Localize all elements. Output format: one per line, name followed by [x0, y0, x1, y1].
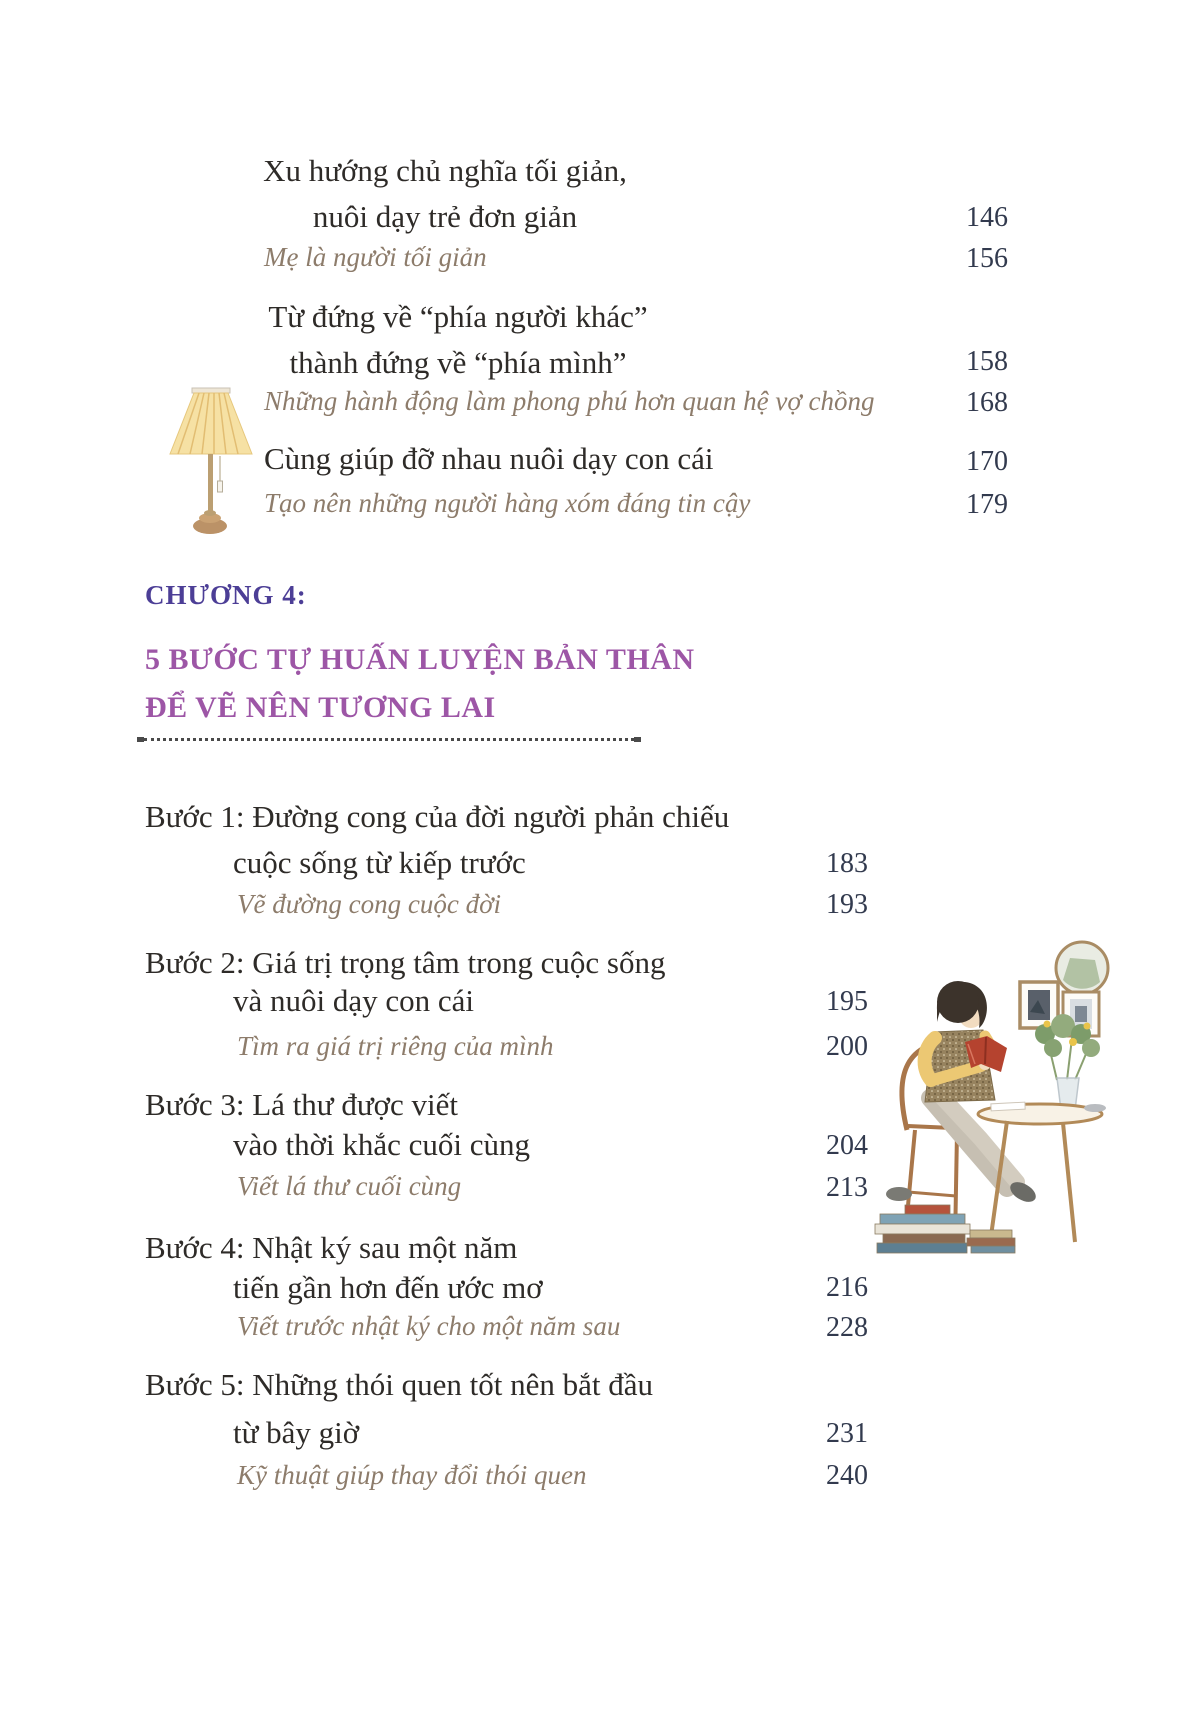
section-divider	[144, 738, 634, 741]
toc-page-number: 156	[966, 243, 1008, 274]
woman-reading-icon	[795, 930, 1115, 1270]
toc-entry-2	[240, 294, 676, 386]
toc-entry-title: Xu hướng chủ nghĩa tối giản,	[263, 153, 627, 188]
step-title: Bước 5: Những thói quen tốt nên bắt đầu	[145, 1367, 654, 1402]
step-page-number: 183	[826, 848, 868, 879]
toc-page-number: 158	[966, 346, 1008, 377]
toc-entry-subtitle: Mẹ là người tối giản	[264, 242, 487, 272]
chapter-title-line2: ĐỂ VẼ NÊN TƯƠNG LAI	[145, 691, 496, 724]
chapter-title-line1: 5 BƯỚC TỰ HUẤN LUYỆN BẢN THÂN	[145, 643, 695, 676]
step-page-number: 193	[826, 889, 868, 920]
step-title-cont: và nuôi dạy con cái	[233, 983, 475, 1018]
step-page-number: 240	[826, 1460, 868, 1491]
step-subtitle: Kỹ thuật giúp thay đổi thói quen	[237, 1460, 587, 1490]
step-subtitle: Tìm ra giá trị riêng của mình	[237, 1031, 554, 1061]
step-subtitle: Viết trước nhật ký cho một năm sau	[237, 1311, 621, 1341]
step-page-number: 200	[826, 1031, 868, 1062]
toc-entry-1	[240, 148, 650, 240]
chapter-label: CHƯƠNG 4:	[145, 580, 307, 610]
step-page-number: 231	[826, 1418, 868, 1449]
woman-reading-illustration	[795, 930, 1115, 1270]
step-title-cont: tiến gần hơn đến ước mơ	[233, 1270, 543, 1305]
step-title: Bước 3: Lá thư được viết	[145, 1087, 459, 1122]
toc-entry-3: Cùng giúp đỡ nhau nuôi dạy con cái	[264, 441, 714, 476]
woman-figure-icon	[886, 981, 1039, 1206]
toc-page-number: 179	[966, 489, 1008, 520]
step-title: Bước 4: Nhật ký sau một năm	[145, 1230, 518, 1265]
toc-entry-title: thành đứng về “phía mình”	[289, 345, 627, 380]
toc-page-number: 146	[966, 202, 1008, 233]
table-lamp-illustration	[168, 386, 254, 548]
toc-page-number: 170	[966, 446, 1008, 477]
toc-entry-title: Từ đứng về “phía người khác”	[268, 299, 648, 334]
step-page-number: 228	[826, 1312, 868, 1343]
step-subtitle: Vẽ đường cong cuộc đời	[237, 889, 501, 919]
step-title-cont: cuộc sống từ kiếp trước	[233, 845, 526, 880]
table-lamp-icon	[168, 386, 254, 548]
shoe-icon	[886, 1187, 912, 1201]
toc-entry-title: nuôi dạy trẻ đơn giản	[312, 199, 578, 234]
toc-entry-subtitle: Tạo nên những người hàng xóm đáng tin cậy	[264, 488, 751, 518]
step-title-cont: từ bây giờ	[233, 1415, 360, 1450]
step-page-number: 213	[826, 1172, 868, 1203]
step-page-number: 204	[826, 1130, 868, 1161]
step-title-cont: vào thời khắc cuối cùng	[233, 1127, 531, 1162]
toc-entry-subtitle: Những hành động làm phong phú hơn quan hệ vợ chồng	[264, 386, 875, 416]
step-title: Bước 2: Giá trị trọng tâm trong cuộc sống	[145, 945, 666, 980]
toc-page-number: 168	[966, 387, 1008, 418]
step-page-number: 195	[826, 986, 868, 1017]
step-page-number: 216	[826, 1272, 868, 1303]
step-subtitle: Viết lá thư cuối cùng	[237, 1171, 462, 1201]
step-title: Bước 1: Đường cong của đời người phản chiếu	[145, 799, 730, 834]
